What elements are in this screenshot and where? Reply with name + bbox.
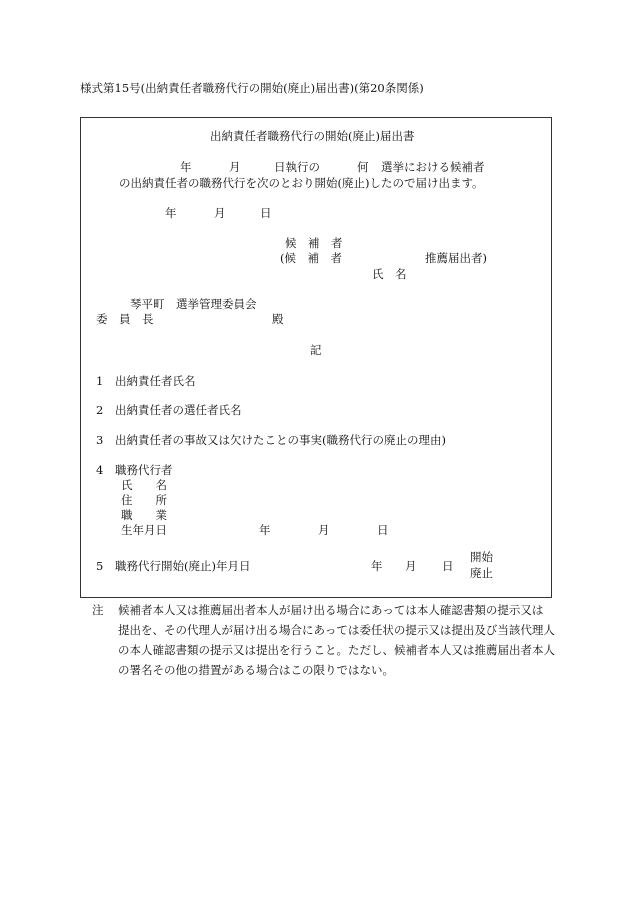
note-line3: の本人確認書類の提示又は提出を行うこと。ただし、候補者本人又は推薦届出者本人 bbox=[118, 643, 555, 657]
applicant-candidate: 候 補 者 bbox=[285, 236, 343, 250]
item5-num: 5 bbox=[96, 559, 104, 573]
addressee-honorific: 殿 bbox=[272, 312, 284, 326]
form-title: 出納責任者職務代行の開始(廃止)届出書 bbox=[210, 129, 415, 143]
item2-label: 出納責任者の選任者氏名 bbox=[115, 403, 242, 417]
item3-label: 出納責任者の事故又は欠けたことの事実(職務代行の廃止の理由) bbox=[115, 433, 446, 447]
addressee-chairman: 委 員 長 bbox=[96, 312, 154, 326]
date-year: 年 bbox=[165, 206, 177, 220]
applicant-name: 氏 名 bbox=[372, 267, 407, 281]
item4-label: 職務代行者 bbox=[115, 463, 173, 477]
ki-mark: 記 bbox=[310, 343, 322, 357]
item4-month: 月 bbox=[318, 523, 330, 537]
item4-address: 住 所 bbox=[121, 493, 167, 507]
intro-election-text: 選挙における候補者 bbox=[381, 160, 485, 174]
item4-occupation: 職 業 bbox=[121, 508, 167, 522]
item5-day: 日 bbox=[442, 559, 454, 573]
item5-end: 廃止 bbox=[470, 566, 493, 580]
note-line2: 提出を、その代理人が届け出る場合にあっては委任状の提示又は提出及び当該代理人 bbox=[118, 623, 555, 637]
item2-num: 2 bbox=[96, 403, 104, 417]
applicant-recommender: 推薦届出者) bbox=[425, 251, 487, 265]
note-label: 注 bbox=[92, 603, 104, 617]
date-day: 日 bbox=[260, 206, 272, 220]
item3-num: 3 bbox=[96, 433, 104, 447]
intro-line2: の出納責任者の職務代行を次のとおり開始(廃止)したので届け出ます。 bbox=[119, 176, 484, 190]
applicant-candidate-paren: (候 補 者 bbox=[280, 251, 342, 265]
note-line4: の署名その他の措置がある場合はこの限りではない。 bbox=[118, 663, 394, 677]
intro-year: 年 bbox=[180, 160, 192, 174]
intro-month: 月 bbox=[229, 160, 241, 174]
item5-label: 職務代行開始(廃止)年月日 bbox=[115, 559, 251, 573]
intro-what: 何 bbox=[357, 160, 369, 174]
item4-num: 4 bbox=[96, 463, 104, 477]
item4-name: 氏 名 bbox=[121, 478, 167, 492]
item4-birthdate: 生年月日 bbox=[121, 523, 167, 537]
item4-year: 年 bbox=[259, 523, 271, 537]
item5-year: 年 bbox=[371, 559, 383, 573]
item1-num: 1 bbox=[96, 374, 104, 388]
addressee-town-committee: 琴平町 選挙管理委員会 bbox=[130, 297, 257, 311]
item1-label: 出納責任者氏名 bbox=[115, 374, 196, 388]
form-header: 様式第15号(出納責任者職務代行の開始(廃止)届出書)(第20条関係) bbox=[80, 81, 424, 95]
intro-day-exec: 日執行の bbox=[274, 160, 320, 174]
item4-day: 日 bbox=[377, 523, 389, 537]
note-line1: 候補者本人又は推薦届出者本人が届け出る場合にあっては本人確認書類の提示又は bbox=[118, 603, 544, 617]
item5-month: 月 bbox=[405, 559, 417, 573]
item5-start: 開始 bbox=[470, 550, 493, 564]
date-month: 月 bbox=[214, 206, 226, 220]
